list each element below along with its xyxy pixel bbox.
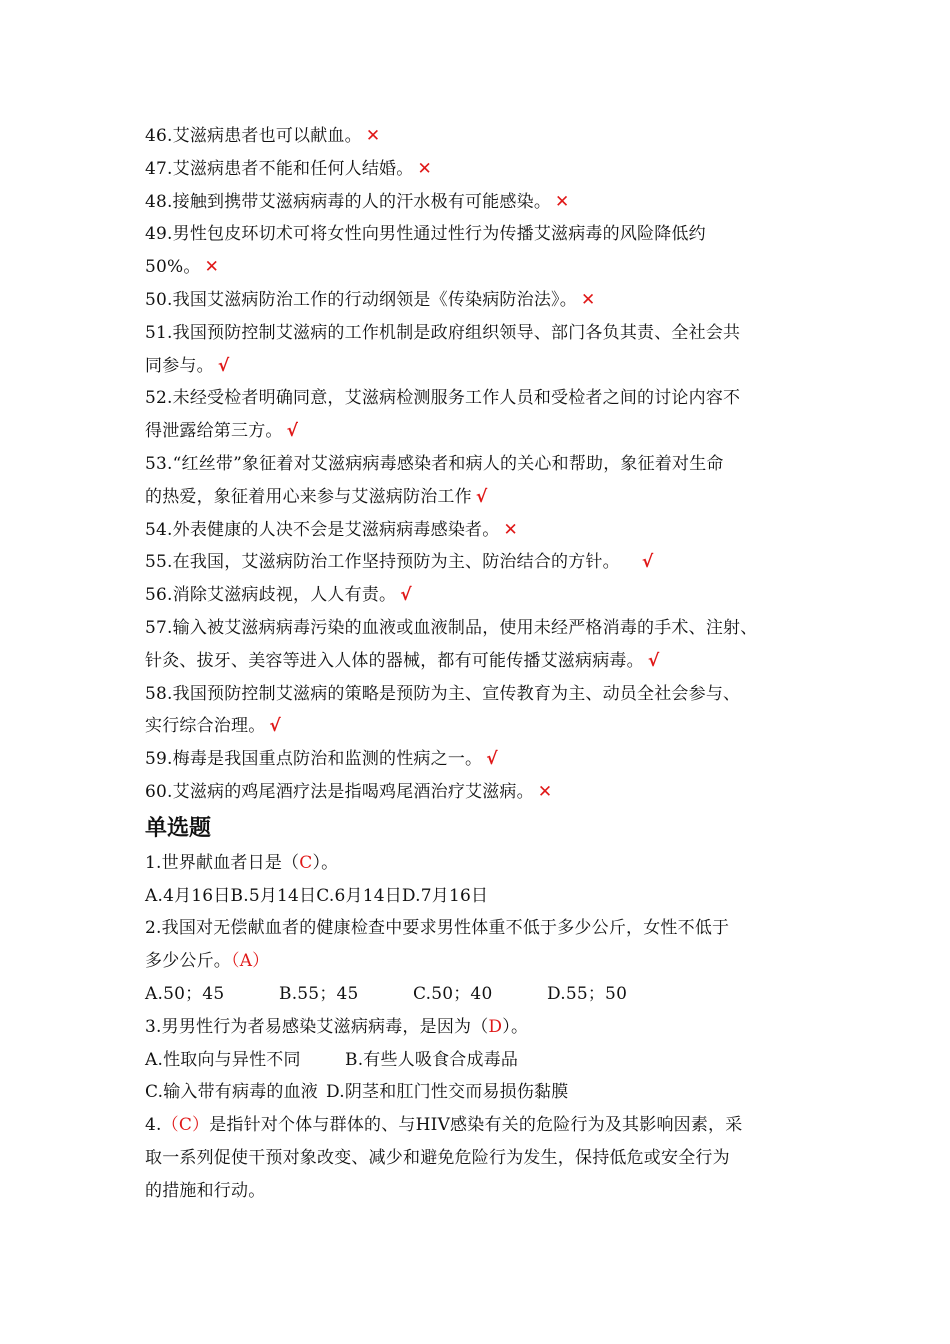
check-mark-icon: √ [475,486,488,507]
answer-letter: （A） [231,951,270,972]
option-c: C.输入带有病毒的血液 [145,1082,319,1103]
tf-item-49: 49.男性包皮环切术可将女性向男性通过性行为传播艾滋病毒的风险降低约 [145,224,706,245]
cross-mark-icon: ✕ [365,126,381,146]
check-mark-icon: √ [400,585,412,606]
tf-item-52: 52.未经受检者明确同意，艾滋病检测服务工作人员和受检者之间的讨论内容不 [145,388,741,409]
tf-item-60: 60.艾滋病的鸡尾酒疗法是指喝鸡尾酒治疗艾滋病。 ✕ [145,781,553,802]
answer-letter: C [299,852,313,873]
check-mark-icon: √ [269,716,281,737]
tf-item-51-cont: 同参与。 √ [145,355,230,376]
mc-question-2-options [145,978,825,1011]
check-mark-icon: √ [647,650,660,671]
check-mark-icon: √ [217,355,230,376]
tf-item-57-cont: 针灸、拔牙、美容等进入人体的器械，都有可能传播艾滋病病毒。 √ [145,650,660,671]
cross-mark-icon: ✕ [580,289,596,310]
mc-question-4-cont: 取一系列促使干预对象改变、减少和避免危险行为发生，保持低危或安全行为 [145,1147,730,1168]
mc-question-3-options-row1 [145,1044,825,1077]
tf-item-47: 47.艾滋病患者不能和任何人结婚。 ✕ [145,158,432,179]
cross-mark-icon: ✕ [417,158,432,179]
tf-item-59: 59.梅毒是我国重点防治和监测的性病之一。 √ [145,749,498,770]
tf-item-56: 56.消除艾滋病歧视，人人有责。 √ [145,585,412,606]
mc-question-2: 2.我国对无偿献血者的健康检查中要求男性体重不低于多少公斤，女性不低于 [145,918,730,939]
answer-letter: （C） [161,1115,210,1136]
mc-question-4: 4.（C）是指针对个体与群体的、与HIV感染有关的危险行为及其影响因素，采 [145,1115,743,1136]
tf-item-58: 58.我国预防控制艾滋病的策略是预防为主、宣传教育为主、动员全社会参与、 [145,683,741,704]
mc-question-3: 3.男男性行为者易感染艾滋病病毒，是因为（D）。 [145,1016,529,1037]
option-d: D.55；50 [547,983,628,1004]
option-d: D.阴茎和肛门性交而易损伤黏膜 [326,1082,569,1103]
mc-question-1: 1.世界献血者日是（C）。 [145,852,339,873]
tf-item-53-cont: 的热爱，象征着用心来参与艾滋病防治工作 √ [145,486,488,507]
tf-item-50: 50.我国艾滋病防治工作的行动纲领是《传染病防治法》。 ✕ [145,289,596,310]
cross-mark-icon: ✕ [503,519,518,540]
section-title: 单选题 [145,815,212,841]
multiple-choice-list [145,847,825,1208]
cross-mark-icon: ✕ [537,781,553,802]
tf-item-58-cont: 实行综合治理。 √ [145,716,281,737]
tf-item-48: 48.接触到携带艾滋病病毒的人的汗水极有可能感染。 ✕ [145,191,570,212]
option-a: A.50；45 [145,983,225,1004]
mc-question-3-options-row2 [145,1076,825,1109]
check-mark-icon: √ [486,749,498,770]
mc-question-2-cont: 多少公斤。（A） [145,951,270,972]
tf-item-53: 53.“红丝带”象征着对艾滋病病毒感染者和病人的关心和帮助，象征着对生命 [145,453,724,474]
answer-letter: D [488,1016,503,1037]
cross-mark-icon: ✕ [555,191,570,212]
tf-item-52-cont: 得泄露给第三方。 √ [145,421,299,442]
document-content [145,120,825,1208]
tf-item-55: 55.在我国，艾滋病防治工作坚持预防为主、防治结合的方针。 √ [145,552,654,573]
tf-item-57: 57.输入被艾滋病病毒污染的血液或血液制品，使用未经严格消毒的手术、注射、 [145,617,758,638]
option-b: B.有些人吸食合成毒品 [345,1049,519,1070]
option-a: A.性取向与异性不同 [145,1049,301,1070]
cross-mark-icon: ✕ [204,257,220,278]
mc-question-1-options: A.4月16日B.5月14日C.6月14日D.7月16日 [145,885,489,906]
tf-item-46: 46.艾滋病患者也可以献血。 ✕ [145,126,381,146]
mc-question-4-cont-2: 的措施和行动。 [145,1180,266,1201]
tf-item-54: 54.外表健康的人决不会是艾滋病病毒感染者。 ✕ [145,519,518,540]
true-false-list [145,120,825,809]
check-mark-icon: √ [641,552,654,573]
option-b: B.55；45 [279,983,359,1004]
tf-item-51: 51.我国预防控制艾滋病的工作机制是政府组织领导、部门各负其责、全社会共 [145,322,741,343]
option-c: C.50；40 [413,983,493,1004]
check-mark-icon: √ [286,421,299,442]
tf-item-49-cont: 50%。 ✕ [145,257,220,278]
